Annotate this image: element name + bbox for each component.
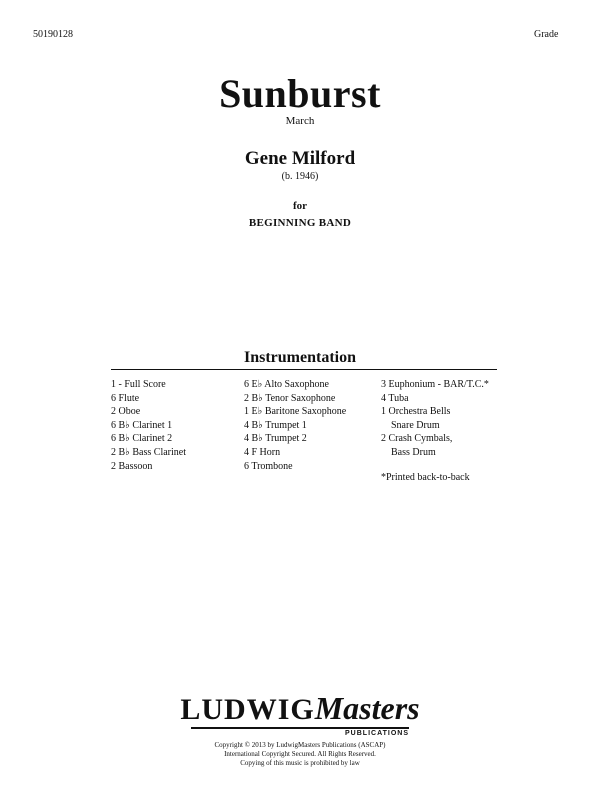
ensemble-name: BEGINNING BAND [248,217,352,229]
copyright-line: Copyright © 2013 by LudwigMasters Publications (ASCAP) [214,741,386,749]
instrument-column-2 [244,378,346,473]
instrument-item: 2 Bassoon [111,460,153,472]
instrument-item: Bass Drum [391,446,436,458]
piece-subtitle: March [285,115,315,127]
logo-wordmark-ludwig: LUDWIG [180,693,315,726]
catalog-number: 50190128 [33,29,73,40]
composer-years: (b. 1946) [281,171,319,182]
grade-label: Grade [534,29,559,40]
instrument-item: 3 Euphonium - BAR/T.C.* [381,379,489,390]
instrument-item: 6 B♭ Clarinet 1 [111,419,173,431]
logo-wordmark-masters: Masters [314,690,420,726]
for-label: for [292,200,308,212]
instrument-column-3 [381,378,489,460]
instrument-item: 1 Orchestra Bells [381,406,451,418]
instrument-item: 4 B♭ Trumpet 1 [244,419,307,431]
instrument-item: 2 Crash Cymbals, [381,433,453,445]
instrument-item: 6 E♭ Alto Saxophone [244,379,329,390]
logo-rule [191,727,409,729]
instrument-item: 2 B♭ Tenor Saxophone [244,392,336,404]
instrumentation-divider [111,369,497,370]
instrument-item: 4 B♭ Trumpet 2 [244,433,307,445]
instrument-item: 6 Flute [111,392,140,404]
instrument-item: 4 F Horn [244,446,281,458]
instrument-column-1 [111,378,186,473]
instrument-item: 1 - Full Score [111,379,166,390]
copyright-notice [0,741,600,768]
instrument-item: 1 E♭ Baritone Saxophone [244,406,347,418]
composer-name: Gene Milford [244,148,356,169]
instrument-item: 4 Tuba [381,392,409,404]
piece-title: Sunburst [219,71,381,116]
instrument-item: 2 Oboe [111,406,141,418]
instrument-item: 2 B♭ Bass Clarinet [111,446,186,458]
logo-publications: PUBLICATIONS [345,730,409,737]
footnote: *Printed back-to-back [381,472,470,483]
instrument-item: 6 Trombone [244,460,293,472]
publisher-logo [0,690,600,737]
instrumentation-heading: Instrumentation [243,349,356,366]
copyright-line: Copying of this music is prohibited by law [240,759,360,767]
instrument-item: 6 B♭ Clarinet 2 [111,433,173,445]
copyright-line: International Copyright Secured. All Rights Reserved. [224,750,376,758]
instrument-item: Snare Drum [391,419,440,431]
